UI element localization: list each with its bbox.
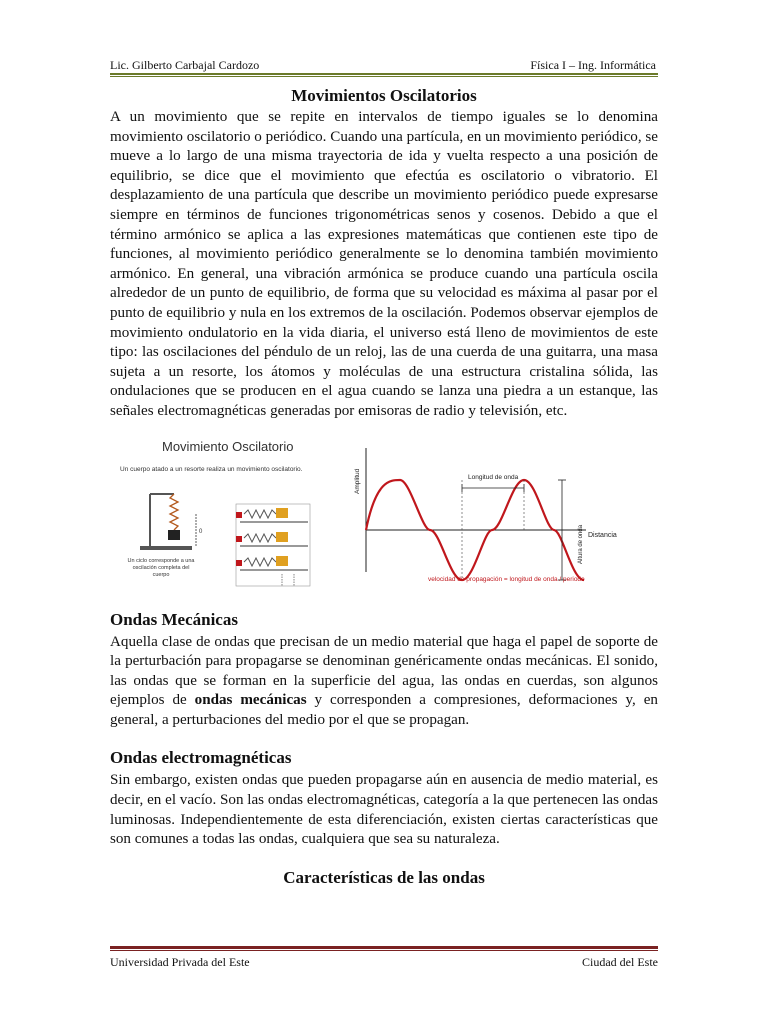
mechanical-text-start: Aquella clase de ondas que precisan de un medio material que haga el papel de soporte de la perturbación para propagarse se denominan genéricamente ondas mecánicas. El sonido, las ondas que se forman en la superficie del agua, las ondas en cuerdas, son algunos ejemplos de [110, 633, 658, 709]
propagation-formula: velocidad de propagación = longitud de onda / periodo [428, 575, 585, 583]
mechanical-text-end: y corresponden a compresiones, deformaciones y, en general, a perturbaciones del medio por el que se propagan. [110, 692, 658, 728]
header-rule-thin [110, 76, 658, 77]
header-course: Física I – Ing. Informática [530, 58, 656, 72]
footer-city: Ciudad del Este [582, 955, 658, 969]
mechanical-waves-heading: Ondas Mecánicas [110, 609, 238, 629]
page-title: Movimientos Oscilatorios [291, 86, 477, 105]
figure-title: Movimiento Oscilatorio [162, 438, 294, 454]
svg-text:0: 0 [199, 528, 203, 535]
em-waves-text: Sin embargo, existen ondas que pueden propagarse aún en ausencia de medio material, es decir, en el vacío. Son las ondas electromagnéticas, categoría a la que pertenecen las ondas luminosas. Independientemente de esta diferenciación, existen ciertas características que son comunes a todas las ondas, cualquiera que sea su naturaleza. [110, 772, 658, 848]
em-waves-heading: Ondas electromagnéticas [110, 748, 292, 768]
document-body [110, 86, 658, 888]
distance-label: Distancia [588, 531, 617, 539]
oscillation-figure [110, 434, 658, 600]
characteristics-heading: Características de las ondas [283, 867, 485, 887]
header-author: Lic. Gilberto Carbajal Cardozo [110, 58, 260, 72]
figure-subtitle: Un cuerpo atado a un resorte realiza un movimiento oscilatorio. [120, 465, 303, 473]
em-waves-section [110, 748, 658, 849]
mechanical-waves-section [110, 610, 658, 731]
spring-diagram [112, 434, 344, 596]
footer-university: Universidad Privada del Este [110, 955, 250, 969]
mechanical-waves-text [110, 633, 658, 731]
page-header [110, 58, 656, 73]
header-rule [110, 73, 658, 75]
amplitude-label: Amplitud [354, 468, 361, 494]
footer-rule [110, 946, 658, 949]
wavelength-label: Longitud de onda [468, 473, 519, 481]
intro-paragraph: A un movimiento que se repite en intervalos de tiempo iguales se lo denomina movimiento oscilatorio o periódico. Cuando una partícula, en un movimiento periódico, se mueve a lo largo de una misma trayectoria de ida y vuelta respecto a una posición de equilibrio, se dice que el movimiento que efectúa es oscilatorio o vibratorio. El desplazamiento de una partícula que describe un movimiento periódico puede expresarse siempre en términos de funciones trigonométricas senos y cosenos. Debido a que el término armónico se aplica a las expresiones matemáticas que contienen este tipo de funciones, al movimiento periódico generalmente se lo denomina también movimiento armónico. En general, una vibración armónica se produce cuando una partícula oscila alrededor de un punto de equilibrio, de forma que su velocidad es máxima al pasar por el punto de equilibrio y nula en los extremos de la oscilación. Podemos observar ejemplos de movimiento ondulatorio en la vida diaria, el universo está lleno de movimientos de este tipo: las oscilaciones del péndulo de un reloj, las de una cuerda de una guitarra, una masa sujeta a un resorte, los átomos y moléculas de una estructura cristalina sólida, las ondulaciones que se producen en el agua cuando se lanza una piedra a un estanque, las señales electromagnéticas generadas por emisoras de radio y televisión, etc. [110, 109, 658, 419]
wave-height-label: Altura de onda [578, 524, 584, 564]
figure-caption: Un ciclo corresponde a una oscilación completa del cuerpo [127, 557, 195, 578]
page-footer [110, 955, 658, 970]
mechanical-text-bold: ondas mecánicas [194, 692, 307, 709]
wave-diagram [350, 440, 660, 594]
footer-rule-thin [110, 950, 658, 951]
